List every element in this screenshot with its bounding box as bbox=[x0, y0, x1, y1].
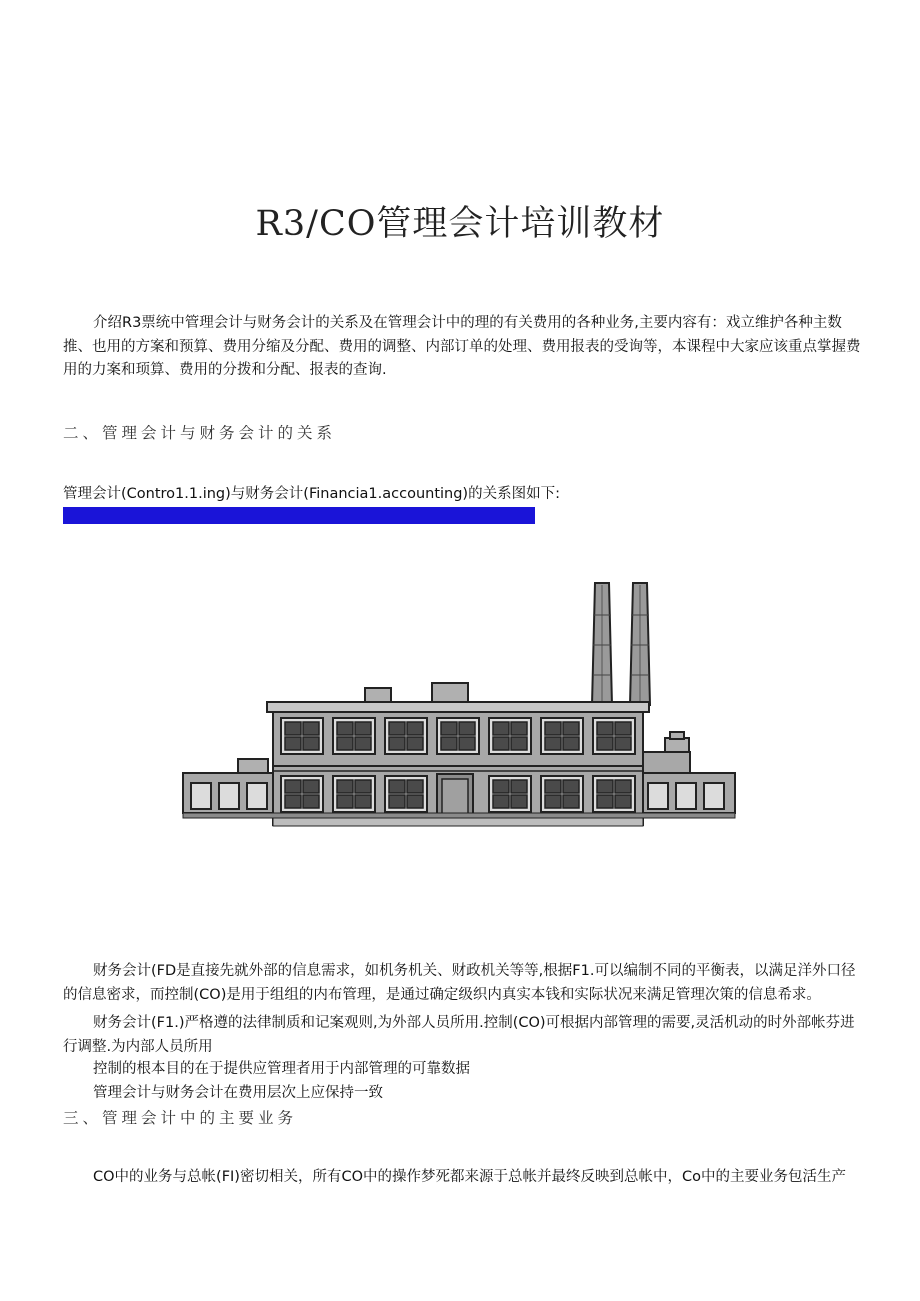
co-business-paragraph: CO中的业务与总帐(FI)密切相关，所有CO中的操作梦死都来源于总帐并最终反映到总帐中，Co中的主要业务包活生产 bbox=[93, 1169, 846, 1185]
financial-control-rules-paragraph: 财务会计(F1.)严格遵的法律制质和记案观则,为外部人员所用.控制(CO)可根据内部管理的需要,灵活机动的时外部帐芬进行调整.为内部人员所用 bbox=[63, 1015, 855, 1055]
blue-highlight-bar bbox=[63, 507, 535, 524]
consistency-line: 管理会计与财务会计在费用层次上应保持一致 bbox=[93, 1085, 383, 1101]
intro-paragraph: 介绍R3票统中管理会计与财务会计的关系及在管理会计中的理的有关费用的各种业务,主要内容有：戏立维护各种主数推、也用的方案和预算、费用分缩及分配、费用的调整、内部订单的处理、费用报表的受询等，本课程中大家应该重点掌握费用的力案和顼算、费用的分拨和分配、报表的查询. bbox=[63, 315, 861, 378]
section-heading-main-business: 三、管理会计中的主要业务 bbox=[63, 1109, 298, 1127]
relationship-intro-text: 管理会计(Contro1.1.ing)与财务会计(Financia1.accounting)的关系图如下: bbox=[63, 486, 560, 502]
financial-vs-control-paragraph: 财务会计(FD是直接先就外部的信息需求，如机务机关、财政机关等等,根据F1.可以编制不同的平衡表，以满足洋外口径的信息密求，而控制(CO)是用于组组的内布管理，是通过确定级织内真实本钱和实际状况来满足管理次策的信息希求。 bbox=[63, 963, 856, 1003]
factory-illustration bbox=[175, 575, 745, 835]
control-purpose-line: 控制的根本目的在于提供应管理者用于内部管理的可靠数据 bbox=[93, 1061, 470, 1077]
section-heading-relationship: 二、管理会计与财务会计的关系 bbox=[63, 424, 337, 442]
document-title: R3/CO管理会计培训教材 bbox=[255, 204, 665, 244]
